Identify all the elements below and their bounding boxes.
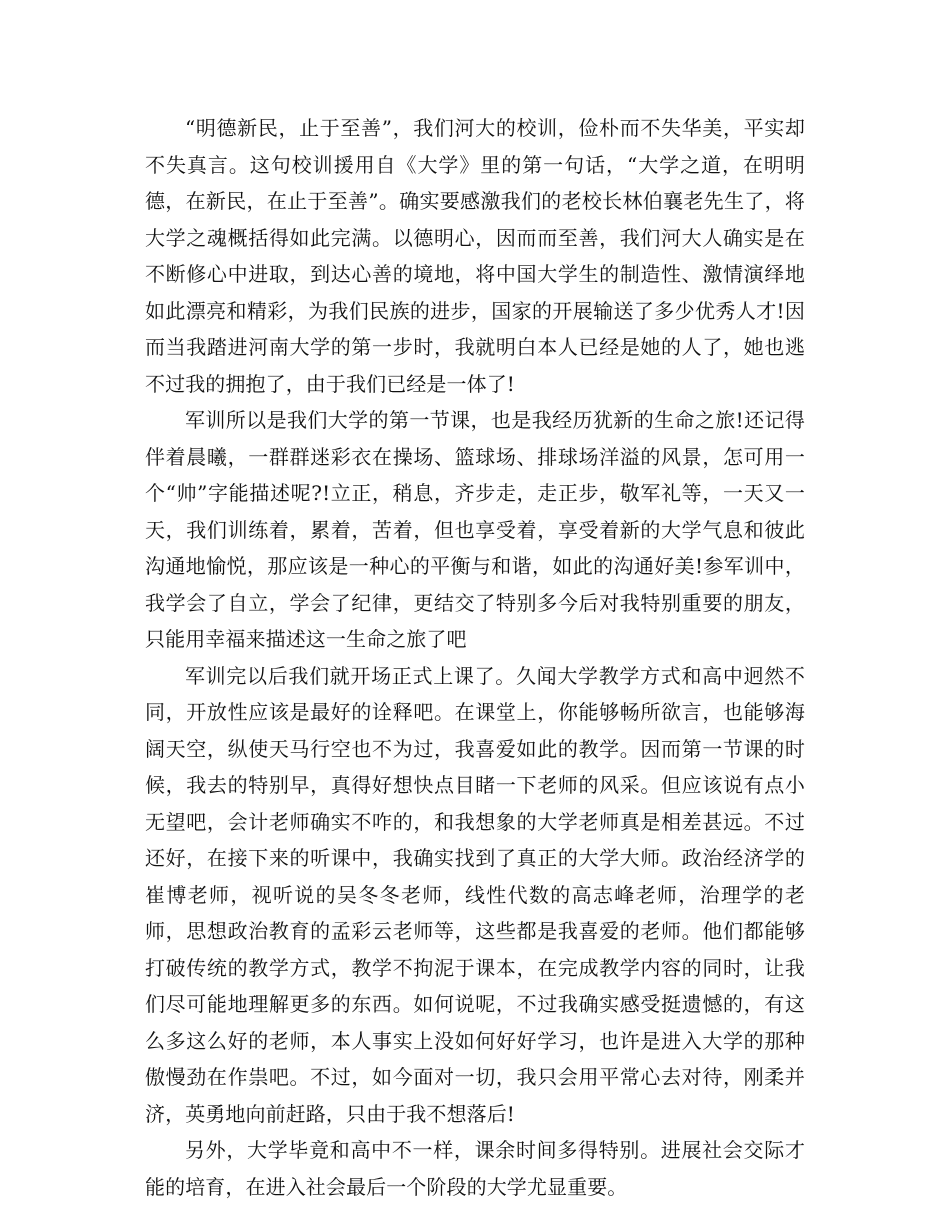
paragraph-social-skills: 另外，大学毕竟和高中不一样，课余时间多得特别。进展社会交际才能的培育，在进入社会最后一个阶段的大学尤显重要。 [145, 1138, 805, 1199]
document-body [145, 110, 805, 1205]
paragraph-military-training: 军训所以是我们大学的第一节课，也是我经历犹新的生命之旅!还记得伴着晨曦，一群群迷彩衣在操场、篮球场、排球场洋溢的风景，怎可用一个“帅”字能描述呢?!立正，稍息，齐步走，走正步，敬军礼等，一天又一天，我们训练着，累着，苦着，但也享受着，享受着新的大学气息和彼此沟通地愉悦，那应该是一种心的平衡与和谐，如此的沟通好美!参军训中，我学会了自立，学会了纪律，更结交了特别多今后对我特别重要的朋友，只能用幸福来描述这一生命之旅了吧 [145, 408, 805, 651]
paragraph-classes-teachers: 军训完以后我们就开场正式上课了。久闻大学教学方式和高中迥然不同，开放性应该是最好的诠释吧。在课堂上，你能够畅所欲言，也能够海阔天空，纵使天马行空也不为过，我喜爱如此的教学。因而第一节课的时候，我去的特别早，真得好想快点目睹一下老师的风采。但应该说有点小无望吧，会计老师确实不咋的，和我想象的大学老师真是相差甚远。不过还好，在接下来的听课中，我确实找到了真正的大学大师。政治经济学的崔博老师，视听说的吴冬冬老师，线性代数的高志峰老师，治理学的老师，思想政治教育的孟彩云老师等，这些都是我喜爱的老师。他们都能够打破传统的教学方式，教学不拘泥于课本，在完成教学内容的同时，让我们尽可能地理解更多的东西。如何说呢，不过我确实感受挺遗憾的，有这么多这么好的老师，本人事实上没如何好好学习，也许是进入大学的那种傲慢劲在作祟吧。不过，如今面对一切，我只会用平常心去对待，刚柔并济，英勇地向前赶路，只由于我不想落后! [145, 663, 805, 1126]
paragraph-motto: “明德新民，止于至善”，我们河大的校训，俭朴而不失华美，平实却不失真言。这句校训援用自《大学》里的第一句话，“大学之道，在明明德，在新民，在止于至善”。确实要感激我们的老校长林伯襄老先生了，将大学之魂概括得如此完满。以德明心，因而而至善，我们河大人确实是在不断修心中进取，到达心善的境地，将中国大学生的制造性、激情演绎地如此漂亮和精彩，为我们民族的进步，国家的开展输送了多少优秀人才!因而当我踏进河南大学的第一步时，我就明白本人已经是她的人了，她也逃不过我的拥抱了，由于我们已经是一体了! [145, 116, 805, 396]
